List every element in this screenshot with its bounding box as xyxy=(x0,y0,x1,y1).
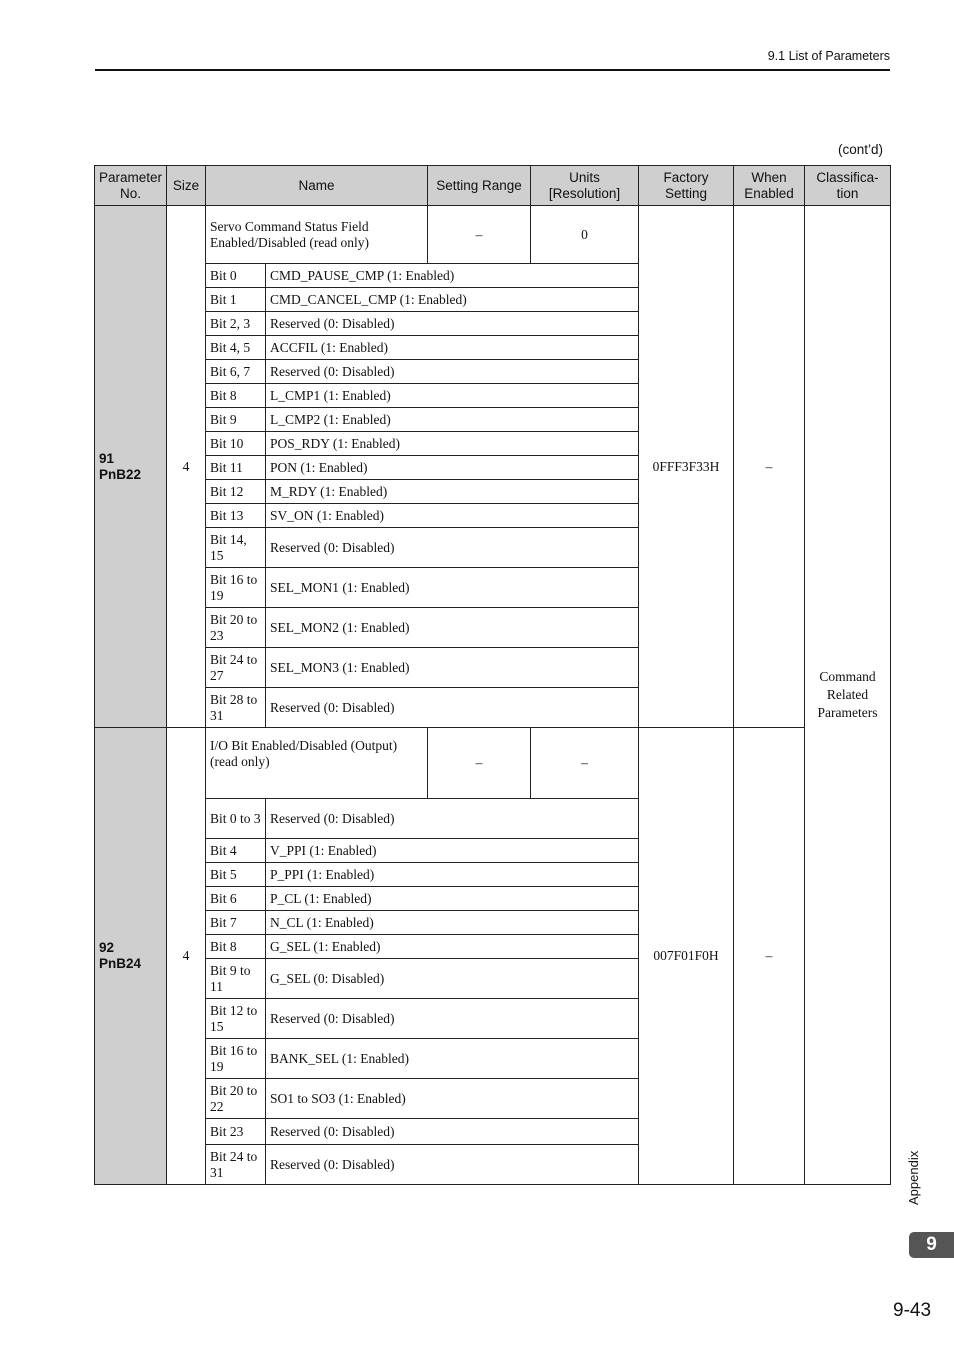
header-rule xyxy=(95,69,890,71)
parameter-table xyxy=(94,165,891,1185)
bit-description: P_PPI (1: Enabled) xyxy=(266,863,639,887)
bit-description: CMD_PAUSE_CMP (1: Enabled) xyxy=(266,264,639,288)
bit-description: SV_ON (1: Enabled) xyxy=(266,504,639,528)
col-header-name: Name xyxy=(206,166,428,206)
param-setting-range: – xyxy=(428,206,531,264)
col-header-param-no: Parameter No. xyxy=(95,166,167,206)
param-name: I/O Bit Enabled/Disabled (Output) (read only) xyxy=(206,728,428,799)
bit-label: Bit 5 xyxy=(206,863,266,887)
bit-description: M_RDY (1: Enabled) xyxy=(266,480,639,504)
bit-label: Bit 11 xyxy=(206,456,266,480)
bit-label: Bit 0 xyxy=(206,264,266,288)
bit-description: N_CL (1: Enabled) xyxy=(266,911,639,935)
bit-label: Bit 24 to 27 xyxy=(206,648,266,688)
bit-label: Bit 8 xyxy=(206,935,266,959)
col-header-factory-setting: Factory Setting xyxy=(639,166,734,206)
bit-label: Bit 23 xyxy=(206,1119,266,1145)
bit-description: SEL_MON3 (1: Enabled) xyxy=(266,648,639,688)
bit-label: Bit 28 to 31 xyxy=(206,688,266,728)
param-id-pnb22 xyxy=(95,206,167,728)
bit-label: Bit 1 xyxy=(206,288,266,312)
param-units: 0 xyxy=(531,206,639,264)
param-number: 91 xyxy=(99,450,115,466)
bit-label: Bit 20 to 23 xyxy=(206,608,266,648)
bit-description: Reserved (0: Disabled) xyxy=(266,1145,639,1185)
param-when-enabled: – xyxy=(734,728,805,1185)
bit-label: Bit 6, 7 xyxy=(206,360,266,384)
param-setting-range: – xyxy=(428,728,531,799)
param-row-pnb24 xyxy=(95,728,891,799)
bit-description: ACCFIL (1: Enabled) xyxy=(266,336,639,360)
bit-description: SEL_MON1 (1: Enabled) xyxy=(266,568,639,608)
bit-label: Bit 8 xyxy=(206,384,266,408)
bit-label: Bit 4 xyxy=(206,839,266,863)
running-header: 9.1 List of Parameters xyxy=(767,49,890,63)
bit-description: V_PPI (1: Enabled) xyxy=(266,839,639,863)
col-header-setting-range: Setting Range xyxy=(428,166,531,206)
bit-description: Reserved (0: Disabled) xyxy=(266,999,639,1039)
bit-label: Bit 12 xyxy=(206,480,266,504)
bit-label: Bit 16 to 19 xyxy=(206,568,266,608)
bit-description: G_SEL (1: Enabled) xyxy=(266,935,639,959)
bit-label: Bit 0 to 3 xyxy=(206,799,266,839)
bit-description: Reserved (0: Disabled) xyxy=(266,312,639,336)
bit-description: P_CL (1: Enabled) xyxy=(266,887,639,911)
bit-label: Bit 9 xyxy=(206,408,266,432)
param-when-enabled: – xyxy=(734,206,805,728)
continued-label: (cont’d) xyxy=(837,142,883,157)
bit-description: Reserved (0: Disabled) xyxy=(266,528,639,568)
bit-description: G_SEL (0: Disabled) xyxy=(266,959,639,999)
bit-label: Bit 10 xyxy=(206,432,266,456)
bit-label: Bit 13 xyxy=(206,504,266,528)
bit-description: SEL_MON2 (1: Enabled) xyxy=(266,608,639,648)
bit-description: Reserved (0: Disabled) xyxy=(266,799,639,839)
bit-label: Bit 6 xyxy=(206,887,266,911)
param-code: PnB22 xyxy=(99,466,142,482)
bit-description: SO1 to SO3 (1: Enabled) xyxy=(266,1079,639,1119)
param-size: 4 xyxy=(167,728,206,1185)
bit-description: CMD_CANCEL_CMP (1: Enabled) xyxy=(266,288,639,312)
col-header-size: Size xyxy=(167,166,206,206)
param-number: 92 xyxy=(99,940,115,955)
bit-label: Bit 2, 3 xyxy=(206,312,266,336)
bit-description: Reserved (0: Disabled) xyxy=(266,688,639,728)
bit-description: L_CMP1 (1: Enabled) xyxy=(266,384,639,408)
col-header-when-enabled: When Enabled xyxy=(734,166,805,206)
table-header-row xyxy=(95,166,891,206)
bit-label: Bit 4, 5 xyxy=(206,336,266,360)
bit-description: POS_RDY (1: Enabled) xyxy=(266,432,639,456)
param-factory-setting: 0FFF3F33H xyxy=(639,206,734,728)
bit-description: Reserved (0: Disabled) xyxy=(266,360,639,384)
bit-description: L_CMP2 (1: Enabled) xyxy=(266,408,639,432)
page-number: 9-43 xyxy=(893,1300,932,1321)
bit-label: Bit 9 to 11 xyxy=(206,959,266,999)
side-tab-label: Appendix xyxy=(906,1150,921,1205)
bit-description: BANK_SEL (1: Enabled) xyxy=(266,1039,639,1079)
param-code: PnB24 xyxy=(99,956,142,971)
param-units: – xyxy=(531,728,639,799)
bit-label: Bit 20 to 22 xyxy=(206,1079,266,1119)
bit-label: Bit 7 xyxy=(206,911,266,935)
bit-description: PON (1: Enabled) xyxy=(266,456,639,480)
param-size: 4 xyxy=(167,206,206,728)
chapter-tab: 9 xyxy=(909,1232,954,1258)
param-name: Servo Command Status Field Enabled/Disabled (read only) xyxy=(206,206,428,264)
bit-label: Bit 14, 15 xyxy=(206,528,266,568)
col-header-units: Units [Resolution] xyxy=(531,166,639,206)
param-row-pnb22 xyxy=(95,206,891,264)
param-id-pnb24 xyxy=(95,728,167,1185)
bit-label: Bit 16 to 19 xyxy=(206,1039,266,1079)
bit-label: Bit 12 to 15 xyxy=(206,999,266,1039)
param-factory-setting: 007F01F0H xyxy=(639,728,734,1185)
bit-label: Bit 24 to 31 xyxy=(206,1145,266,1185)
col-header-classification: Classifica-tion xyxy=(805,166,891,206)
bit-description: Reserved (0: Disabled) xyxy=(266,1119,639,1145)
param-classification: Command Related Parameters xyxy=(805,206,891,1185)
